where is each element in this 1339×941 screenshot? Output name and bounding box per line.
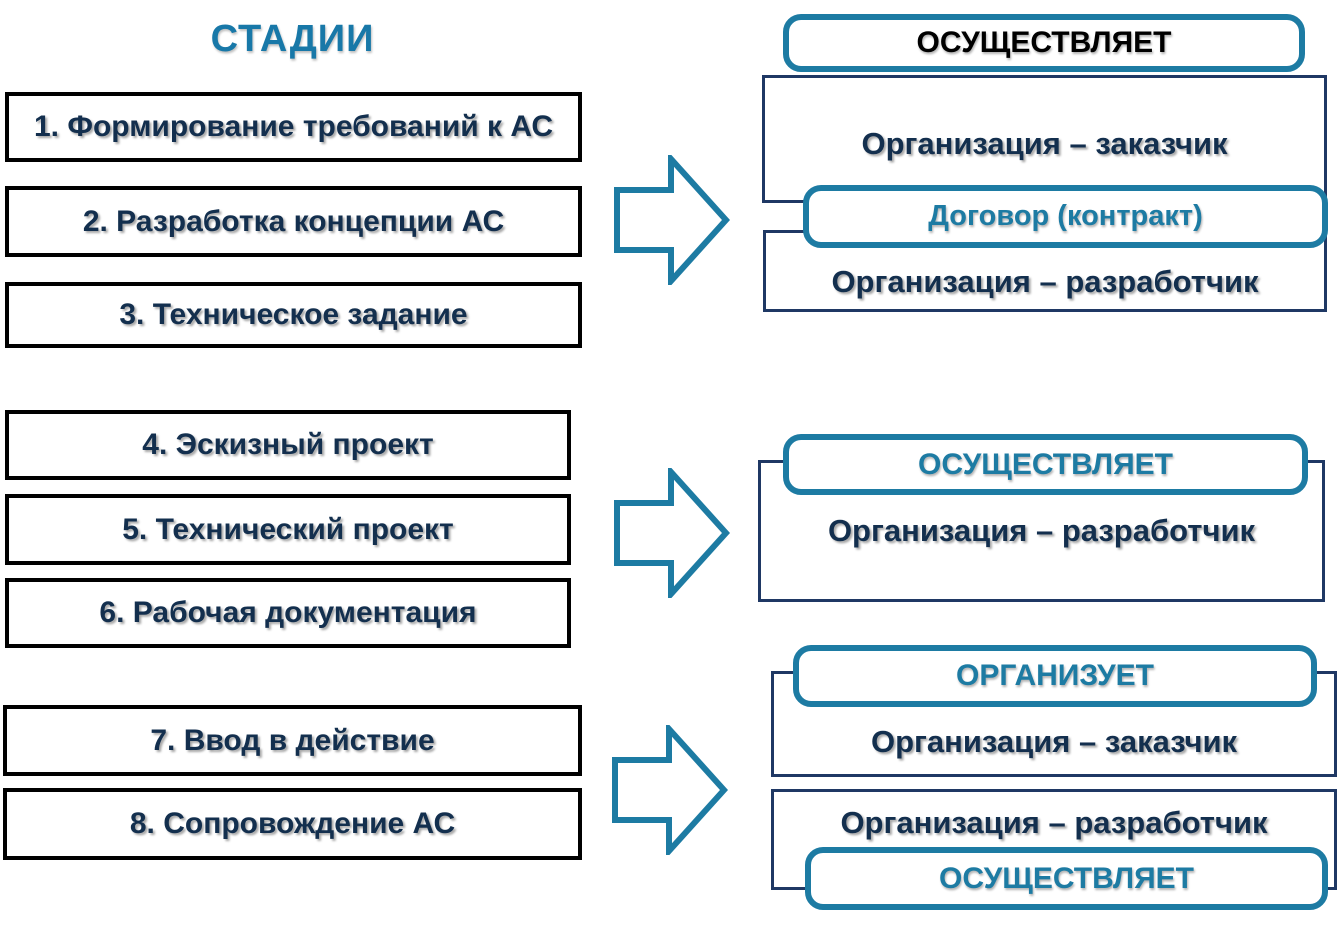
stage-box-2: 2. Разработка концепции АС xyxy=(5,186,582,257)
developer-box: Организация – разработчик xyxy=(758,460,1325,602)
stage-box-4: 4. Эскизный проект xyxy=(5,410,571,480)
page-title: СТАДИИ xyxy=(210,18,375,60)
customer-box: Организация – заказчик xyxy=(771,671,1337,777)
developer-box: Организация – разработчик xyxy=(771,789,1337,890)
stage-box-3: 3. Техническое задание xyxy=(5,282,582,348)
stage-box-8: 8. Сопровождение АС xyxy=(3,788,582,860)
stage-box-7: 7. Ввод в действие xyxy=(3,705,582,776)
developer-box: Организация – разработчик xyxy=(763,230,1327,312)
organizes-badge: ОРГАНИЗУЕТ xyxy=(793,645,1317,707)
customer-box: Организация – заказчик xyxy=(762,75,1327,203)
performs-badge: ОСУЩЕСТВЛЯЕТ xyxy=(783,14,1305,72)
stage-box-5: 5. Технический проект xyxy=(5,494,571,565)
arrow-right-icon xyxy=(614,468,730,598)
arrow-right-icon xyxy=(614,155,730,285)
performs-badge: ОСУЩЕСТВЛЯЕТ xyxy=(783,434,1308,495)
stage-box-6: 6. Рабочая документация xyxy=(5,578,571,648)
contract-badge: Договор (контракт) xyxy=(803,185,1328,248)
arrow-right-icon xyxy=(612,725,728,855)
stage-box-1: 1. Формирование требований к АС xyxy=(5,92,582,162)
performs-badge: ОСУЩЕСТВЛЯЕТ xyxy=(805,847,1328,910)
